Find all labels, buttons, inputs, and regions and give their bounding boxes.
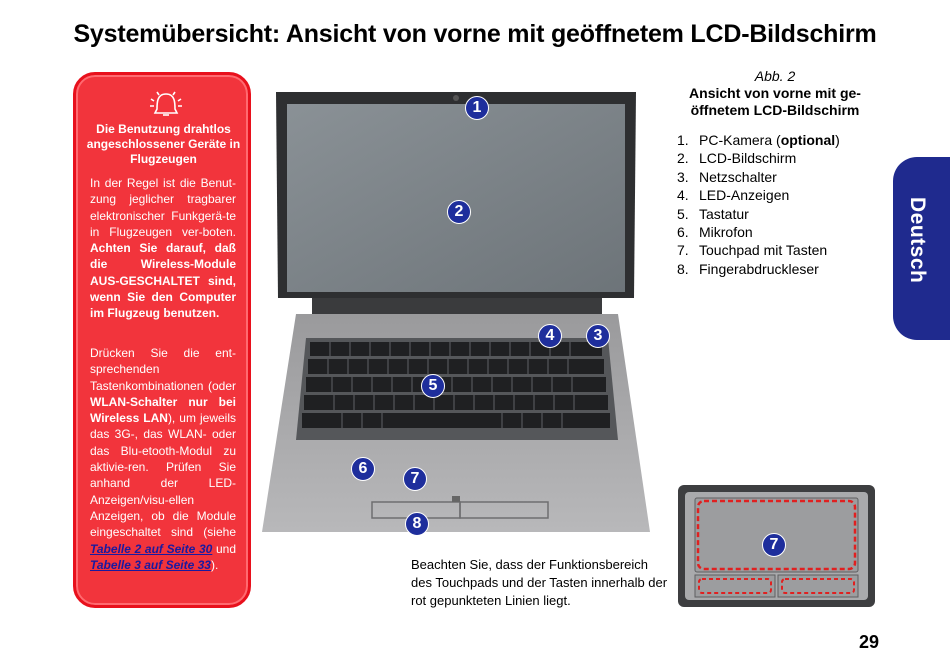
page-title: Systemübersicht: Ansicht von vorne mit geöffnetem LCD-Bildschirm [73,20,877,48]
laptop-front-illustration [262,84,654,534]
warning-heading: Die Benutzung drahtlos angeschlossener Geräte in Flugzeugen [86,122,241,166]
parts-list-item: 5. Tastatur [677,205,749,222]
parts-list-item: 1. PC-Kamera (optional) [677,132,840,148]
callout-badge-7: 7 [403,467,427,491]
warning-paragraph-2: Drücken Sie die ent-sprechenden Tastenkombinationen (oder WLAN-Schalter nur bei Wireless LAN), um jeweils das 3G-, das WLAN- oder das Blu-etooth-Modul zu aktivie-ren. Prüfen Sie anhand der LED-Anzeigen/visu-ellen Anzeigen, ob die Module eingeschaltet sind (siehe Tabelle 2 auf Seite 30 und Tabelle 3 auf Seite 33). [90,346,236,572]
callout-badge-3: 3 [586,324,610,348]
callout-badge-2: 2 [447,200,471,224]
callout-badge-6: 6 [351,457,375,481]
parts-list-item: 2. LCD-Bildschirm [677,150,797,167]
link-table-3[interactable]: Tabelle 3 auf Seite 33 [90,557,211,572]
language-tab[interactable] [893,157,950,340]
callout-badge-8: 8 [405,512,429,536]
airplane-warning-icon [148,89,184,119]
warning-paragraph-1: In der Regel ist die Benut-zung jeglicher tragbarer elektronischer Funkgerä-te in Flugzeugen ver-boten. Achten Sie darauf, daß die Wireless-Module AUS-GESCHALTET sind, wenn Sie den Computer im Flugzeug benutzen. [90,176,236,321]
callout-badge-1: 1 [465,96,489,120]
figure-caption [665,68,885,119]
page-number: 29 [859,632,880,652]
callout-badge-5: 5 [421,374,445,398]
parts-list-item: 8. Fingerabdruckleser [677,260,819,277]
touchpad-note: Beachten Sie, dass der Funktionsbereich des Touchpads und der Tasten innerhalb der rot gepunkteten Linien liegt. [411,557,668,608]
parts-list [677,131,840,278]
parts-list-item: 3. Netzschalter [677,168,777,185]
touchpad-callout-badge-7: 7 [762,533,786,557]
parts-list-item: 4. LED-Anzeigen [677,187,790,204]
language-tab-label: Deutsch [906,197,929,284]
warning-box [73,72,251,608]
link-table-2[interactable]: Tabelle 2 auf Seite 30 [90,541,213,556]
figure-title: Ansicht von vorne mit ge-öffnetem LCD-Bildschirm [689,85,861,118]
parts-list-item: 6. Mikrofon [677,224,753,241]
figure-number: Abb. 2 [754,68,796,84]
parts-list-item: 7. Touchpad mit Tasten [677,242,828,259]
callout-badge-4: 4 [538,324,562,348]
